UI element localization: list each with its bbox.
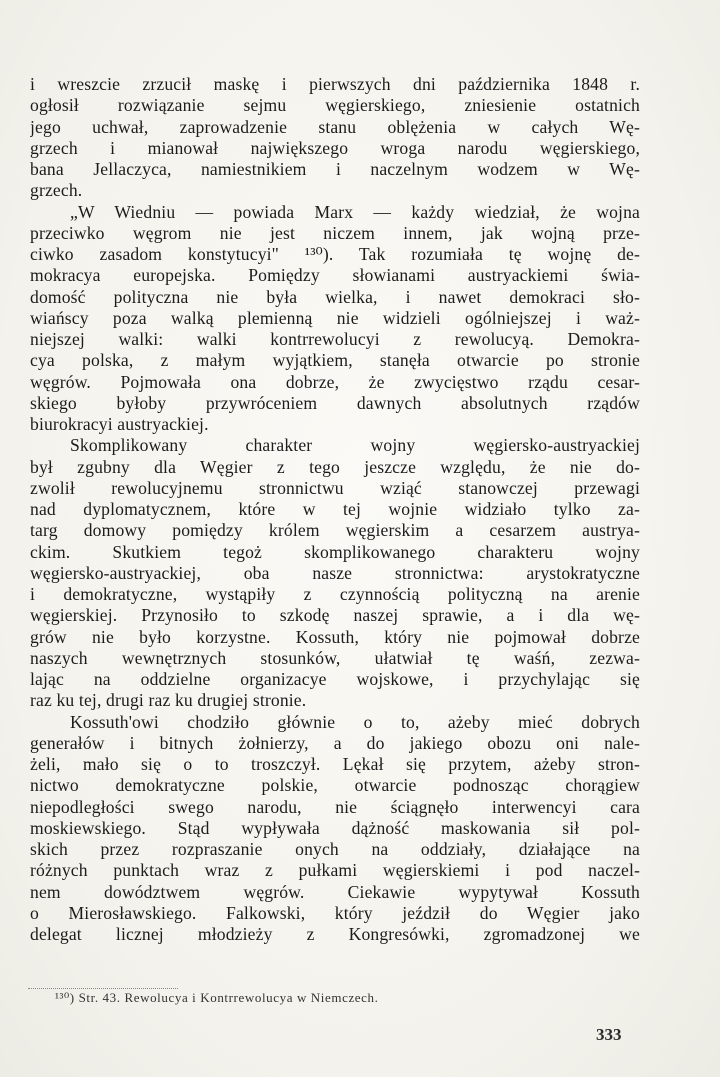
text-line: zwolił rewolucyjnemu stronnictwu wziąć stanowczej przewagi	[30, 477, 640, 498]
footnote: ¹³⁰) Str. 43. Rewolucya i Kontrrewolucya w Niemczech.	[55, 990, 379, 1005]
text-line: i wreszcie zrzucił maskę i pierwszych dni października 1848 r.	[30, 74, 640, 94]
text-line: węgiersko-austryackiej, oba nasze stronnictwa: arystokratyczne	[30, 562, 640, 583]
text-line: generałów i bitnych żołnierzy, a do jakiego obozu oni nale-	[30, 732, 640, 753]
text-line: mokracya europejska. Pomiędzy słowianami austryackiemi świa-	[30, 265, 640, 286]
text-line: grów nie było korzystne. Kossuth, który nie pojmował dobrze	[30, 626, 640, 647]
text-line: ckim. Skutkiem tegoż skomplikowanego charakteru wojny	[30, 541, 640, 562]
text-line: węgierskiej. Przynosiło to szkodę naszej sprawie, a i dla wę-	[30, 605, 640, 626]
text-line: żeli, mało się o to troszczył. Lękał się przytem, ażeby stron-	[30, 754, 640, 774]
text-line: lając na oddzielne organizacye wojskowe, i przychylając się	[30, 669, 640, 689]
text-line: o Mierosławskiego. Falkowski, który jeździł do Węgier jako	[30, 902, 640, 923]
text-line: grzech.	[30, 180, 83, 201]
text-line: nad dyplomatycznem, które w tej wojnie widziało tylko za-	[30, 499, 640, 519]
text-line: jego uchwał, zaprowadzenie stanu oblężenia w całych Wę-	[30, 116, 640, 137]
text-line: był zgubny dla Węgier z tego jeszcze względu, że nie do-	[30, 456, 640, 477]
text-line: nem dowództwem węgrów. Ciekawie wypytywał Kossuth	[30, 881, 640, 902]
text-line: bana Jellaczyca, namiestnikiem i naczelnym wodzem w Wę-	[30, 159, 640, 179]
text-line: biurokracyi austryackiej.	[30, 414, 209, 434]
text-line: „W Wiedniu — powiada Marx — każdy wiedział, że wojna	[70, 201, 640, 222]
text-line: przeciwko węgrom nie jest niczem innem, jak wojną prze-	[30, 222, 640, 243]
text-line: węgrów. Pojmowała ona dobrze, że zwycięstwo rządu cesar-	[30, 371, 640, 392]
text-line: cya polska, z małym wyjątkiem, stanęła otwarcie po stronie	[30, 350, 640, 371]
text-line: grzech i mianował największego wroga narodu węgierskiego,	[30, 137, 640, 158]
text-line: delegat licznej młodzieży z Kongresówki, zgromadzonej we	[30, 924, 640, 944]
page-number: 333	[596, 1025, 622, 1044]
text-line: wiańscy poza walką plemienną nie widzieli ogólniejszej i waż-	[30, 307, 640, 328]
footnote-divider	[28, 988, 178, 989]
text-line: skiego byłoby przywróceniem dawnych absolutnych rządów	[30, 392, 640, 413]
text-line: skich przez rozpraszanie onych na oddziały, działające na	[30, 839, 640, 859]
text-line: domość polityczna nie była wielka, i nawet demokraci sło-	[30, 286, 640, 307]
text-line: moskiewskiego. Stąd wypływała dążność maskowania sił pol-	[30, 817, 640, 838]
text-line: nictwo demokratyczne polskie, otwarcie podnosząc chorągiew	[30, 775, 640, 796]
body-text	[30, 74, 640, 945]
text-line: Skomplikowany charakter wojny węgiersko-austryackiej	[70, 435, 640, 456]
text-line: naszych wewnętrznych stosunków, ułatwiał tę waśń, zezwa-	[30, 647, 640, 668]
text-line: niejszej walki: walki kontrrewolucyi z rewolucyą. Demokra-	[30, 329, 640, 349]
text-line: targ domowy pomiędzy królem węgierskim a cesarzem austrya-	[30, 520, 640, 541]
text-line: i demokratyczne, wystąpiły z czynnością polityczną na arenie	[30, 584, 640, 604]
text-line: Kossuth'owi chodziło głównie o to, ażeby mieć dobrych	[70, 711, 640, 732]
text-line: raz ku tej, drugi raz ku drugiej stronie.	[30, 690, 307, 711]
text-line: ogłosił rozwiązanie sejmu węgierskiego, zniesienie ostatnich	[30, 95, 640, 116]
text-line: różnych punktach wraz z pułkami węgierskiemi i pod naczel-	[30, 860, 640, 881]
text-line: niepodległości swego narodu, nie ściągnęło interwencyi cara	[30, 796, 640, 817]
text-line: ciwko zasadom konstytucyi" ¹³⁰). Tak rozumiała tę wojnę de-	[30, 244, 640, 264]
